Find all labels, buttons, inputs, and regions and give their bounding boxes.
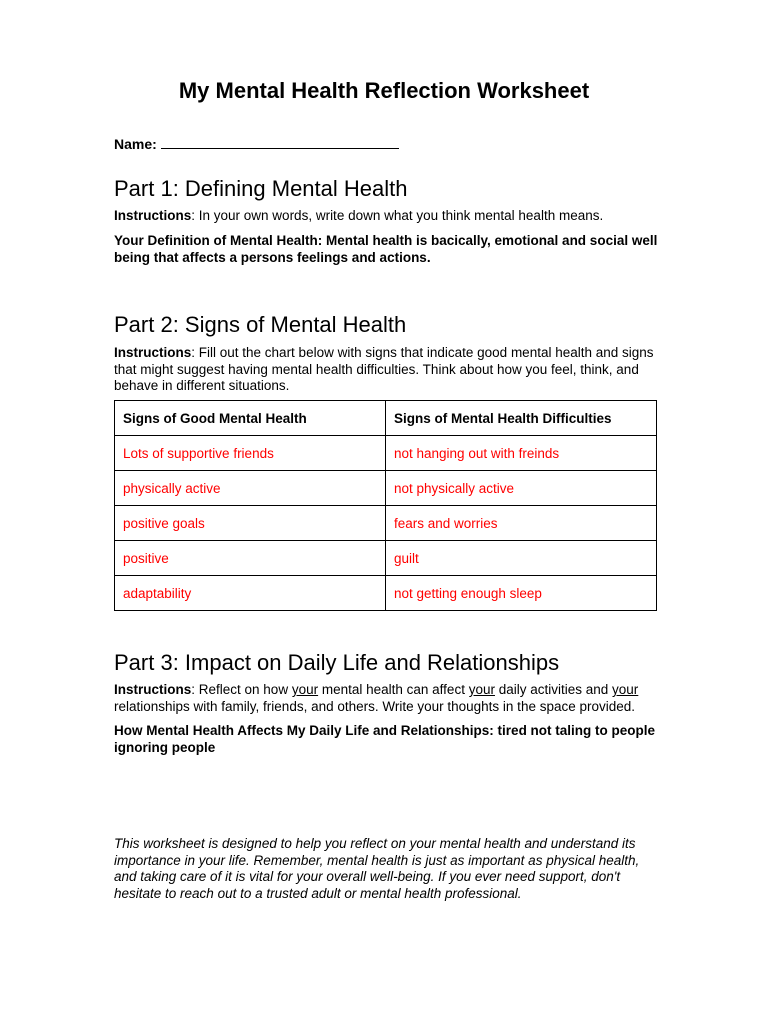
good-sign-cell: positive goals xyxy=(115,506,386,541)
table-row xyxy=(115,471,657,506)
good-sign-cell: physically active xyxy=(115,471,386,506)
underlined-your: your xyxy=(612,682,639,697)
part2-heading: Part 2: Signs of Mental Health xyxy=(114,312,407,337)
part3-heading: Part 3: Impact on Daily Life and Relationships xyxy=(114,650,560,675)
header-good-signs: Signs of Good Mental Health xyxy=(115,401,386,436)
good-sign-cell: adaptability xyxy=(115,576,386,611)
difficulty-sign-cell: not hanging out with freinds xyxy=(386,436,657,471)
table-row xyxy=(115,576,657,611)
part1-instructions-text: : In your own words, write down what you think mental health means. xyxy=(191,208,604,223)
name-label: Name: xyxy=(114,136,157,152)
good-sign-cell: Lots of supportive friends xyxy=(115,436,386,471)
name-blank-line xyxy=(161,136,399,149)
table-row xyxy=(115,436,657,471)
header-difficulty-signs: Signs of Mental Health Difficulties xyxy=(386,401,657,436)
table-row xyxy=(115,506,657,541)
signs-table xyxy=(114,400,657,611)
difficulty-sign-cell: not getting enough sleep xyxy=(386,576,657,611)
part3-instructions-text: daily activities and xyxy=(494,682,613,697)
part2-instructions-text: : Fill out the chart below with signs that indicate good mental health and signs that might suggest having mental health difficulties. Think about how you feel, think, and behave in different situations. xyxy=(114,345,654,393)
table-header-row xyxy=(115,401,657,436)
good-sign-cell: positive xyxy=(115,541,386,576)
part3-answer: How Mental Health Affects My Daily Life and Relationships: tired not taling to people ignoring people xyxy=(114,723,656,755)
part3-instructions-text: mental health can affect xyxy=(318,682,469,697)
part2-instructions-label: Instructions xyxy=(114,345,192,360)
part3-instructions-text: relationships with family, friends, and others. Write your thoughts in the space provided. xyxy=(114,698,636,714)
part1-instructions-label: Instructions xyxy=(114,208,192,223)
table-row xyxy=(115,541,657,576)
part3-instructions-text: : Reflect on how xyxy=(191,682,292,697)
part1-instructions xyxy=(114,208,659,225)
part2-instructions xyxy=(114,345,659,395)
difficulty-sign-cell: fears and worries xyxy=(386,506,657,541)
difficulty-sign-cell: not physically active xyxy=(386,471,657,506)
part1-heading: Part 1: Defining Mental Health xyxy=(114,176,408,201)
part3-instructions-label: Instructions xyxy=(114,682,192,697)
name-field xyxy=(114,136,399,152)
part3-instructions xyxy=(114,682,659,715)
closing-note: This worksheet is designed to help you reflect on your mental health and understand its importance in your life. Remember, mental health is just as important as physical health, and taking care of it is vital for your overall well-being. If you ever need support, don't hesitate to reach out to a trusted adult or mental health professional. xyxy=(114,836,640,901)
part1-answer: Your Definition of Mental Health: Mental health is bacically, emotional and social well being that affects a persons feelings and actions. xyxy=(114,233,658,265)
page-title: My Mental Health Reflection Worksheet xyxy=(178,78,590,103)
underlined-your: your xyxy=(291,682,319,697)
underlined-your: your xyxy=(468,682,495,697)
difficulty-sign-cell: guilt xyxy=(386,541,657,576)
